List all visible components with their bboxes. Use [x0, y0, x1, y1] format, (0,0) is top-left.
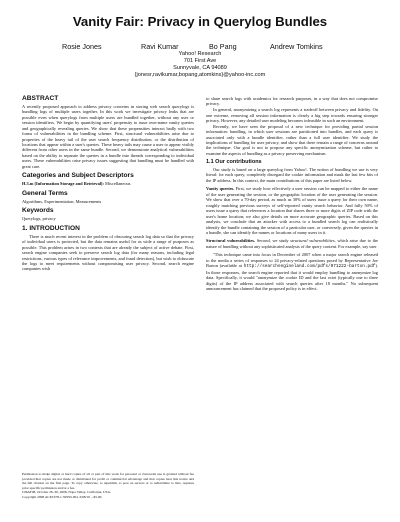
- categories-rest: Miscellaneous: [103, 181, 131, 187]
- vanity-queries-label: Vanity queries.: [206, 186, 235, 192]
- contributions-heading: 1.1 Our contributions: [206, 158, 262, 165]
- structural-vulnerabilities-label: Structural vulnerabilities.: [206, 238, 256, 244]
- abstract-heading: ABSTRACT: [22, 95, 59, 102]
- author-name: Rosie Jones: [62, 42, 102, 51]
- keywords-text: Querylogs, privacy: [22, 216, 56, 222]
- right-column: [206, 96, 378, 292]
- affiliation-street: 701 First Ave: [183, 58, 217, 64]
- body-paragraph: Our study is based on a large querylog from Yahoo!. The notion of bundling we use is very literal: for each query, completely disregard the cookie information and mask the last few bits of the IP address. In this context, the main contributions of this paper are listed below.: [206, 167, 378, 183]
- introduction-paragraph: There is much recent interest in the problem of obscuring search log data so that the privacy of individual users is protected, but the data remains useful for as wide a range of purposes as possible. This problem arises in two contexts that are already the subject of active debate. First, search engine companies seek to preserve search log data (for many reasons, including legal restrictions, various types of relevance improvements, and fraud detection), but wish to obfuscate the logs to meet requirements without compromising user privacy. Second, search engine companies wish: [22, 233, 194, 272]
- author-name: Ravi Kumar: [141, 42, 179, 51]
- structural-italic: structural vulnerabilities: [290, 238, 335, 244]
- paper-title: Vanity Fair: Privacy in Querylog Bundles: [72, 14, 328, 29]
- categories-text: [22, 181, 194, 186]
- structural-text-b: , which arise due to the nature of bundling without any sophisticated analysis of the query content. For example, say user: [206, 238, 378, 249]
- permission-notice: [22, 472, 194, 499]
- structural-text-a: Second, we study: [255, 238, 291, 244]
- body-paragraph: to share search logs with academics for research purposes, in a way that does not compromise privacy.: [206, 96, 378, 107]
- categories-code: H.3.m [Information Storage and Retrieval]:: [22, 181, 104, 187]
- body-paragraph: Recently, we have seen the proposal of a new technique for providing partial session information: bundling, in which user sessions are partitioned into bundles, and each query is associated only with a bundle identifier, rather than a full user identifier. We study the implications of bundling for user privacy, and show that there remain a range of concerns around the technique. Our goal is not to propose any specific anonymization scheme, but rather to examine the aspects of bundling as a privacy preserving mechanism.: [206, 123, 378, 156]
- vanity-queries-paragraph: [206, 186, 378, 235]
- body-paragraph: In general, anonymizing a search log represents a tradeoff between privacy and fidelity. On one extreme, removing all session information is clearly a big step towards ensuring stronger privacy. However, any detailed user modeling becomes infeasible in such an environment.: [206, 107, 378, 123]
- conference-line: CIKM'08, October 26–30, 2008, Napa Valley, California, USA.: [22, 490, 111, 494]
- footnote-text-b: ). In those responses, the search engine reported that it would employ bundling to anonymize log data. Specifically, it would "anonymize the cookie ID and the last octet (typically one to three digits) of the IP address associated with search queries after 18 months." No subsequent announcement has claimed that the proposed policy is in effect.: [206, 263, 378, 292]
- categories-heading: Categories and Subject Descriptors: [22, 172, 134, 180]
- copyright-line: Copyright 2008 ACM 978-1-59593-991-3/08/10 ...$5.00.: [22, 494, 103, 499]
- introduction-heading: 1. INTRODUCTION: [22, 224, 80, 232]
- general-terms-text: Algorithms, Experimentation, Measurements: [22, 198, 102, 204]
- left-column: [22, 96, 194, 272]
- affiliation-email: {jonesr,ravikumar,bopang,atomkins}@yahoo-inc.com: [134, 72, 266, 78]
- structural-vulnerabilities-paragraph: [206, 238, 378, 249]
- footnote-text-a: "This technique came into focus in December of 2007 when a major search engine released to the media a series of responses to 24 privacy-related questions posed by Representative Joe Barton (available at: [206, 252, 378, 269]
- vanity-queries-text: First, we study how effectively a user session can be mapped to either the name of the user generating the session, or the geographic location of the user generating the session. We show that over a 70-day period, as much as 30% of users issue a query for their own name, roughly matching previous surveys of self-reported vanity search behavior. And fully 50% of users issue a query that references a location that shares three or more digits of ZIP code with the user's home location; we also give details on more accurate geographic queries. Based on this analysis, we conclude that an attacker with access to a bundled search log can realistically identify the bundle containing the session of a particular user, or conversely, given the queries in a bundle, she can identify the names or locations of many users in it.: [206, 186, 378, 235]
- author-name: Andrew Tomkins: [270, 42, 323, 51]
- affiliation-org: Yahoo! Research: [178, 51, 222, 57]
- author-name: Bo Pang: [209, 42, 237, 51]
- permission-text: Permission to make digital or hard copies of all or part of this work for personal or classroom use is granted without fee provided that copies are not made or distributed for profit or commercial advantage and that copies bear this notice and the full citation on the first page. To copy otherwise, to republish, to post on servers or to redistribute to lists, requires prior specific permission and/or a fee.: [22, 472, 194, 490]
- footnote-url[interactable]: http://searchengineland.com/pdfs/071222-barton.pdf: [243, 264, 376, 270]
- affiliation-block: [0, 51, 400, 79]
- footnote-paragraph: [206, 252, 378, 291]
- abstract-text: A recently proposed approach to address privacy concerns in storing web search querylogs is bundling logs of multiple users together. In this work we investigate privacy leaks that are possible even when querylogs from multiple users are bundled together, without any user or session identifiers. We begin by quantifying users' propensity to issue own-name vanity queries and geographically revealing queries. We show that these propensities interact badly with two forms of vulnerabilities in the bundling scheme. First, structural vulnerabilities arise due to properties of the heavy tail of the user search frequency distribution, or the distribution of locations that appear within a user's queries. These heavy tails may cause a user to appear visibly different from other users in the same bundle. Second, we demonstrate analytical vulnerabilities based on the ability to separate the queries in a bundle into threads corresponding to individual users. These vulnerabilities raise privacy issues suggesting that bundling must be handled with great care.: [22, 103, 194, 169]
- affiliation-city: Sunnyvale, CA 94089: [173, 65, 227, 71]
- keywords-heading: Keywords: [22, 207, 54, 215]
- general-terms-heading: General Terms: [22, 189, 68, 197]
